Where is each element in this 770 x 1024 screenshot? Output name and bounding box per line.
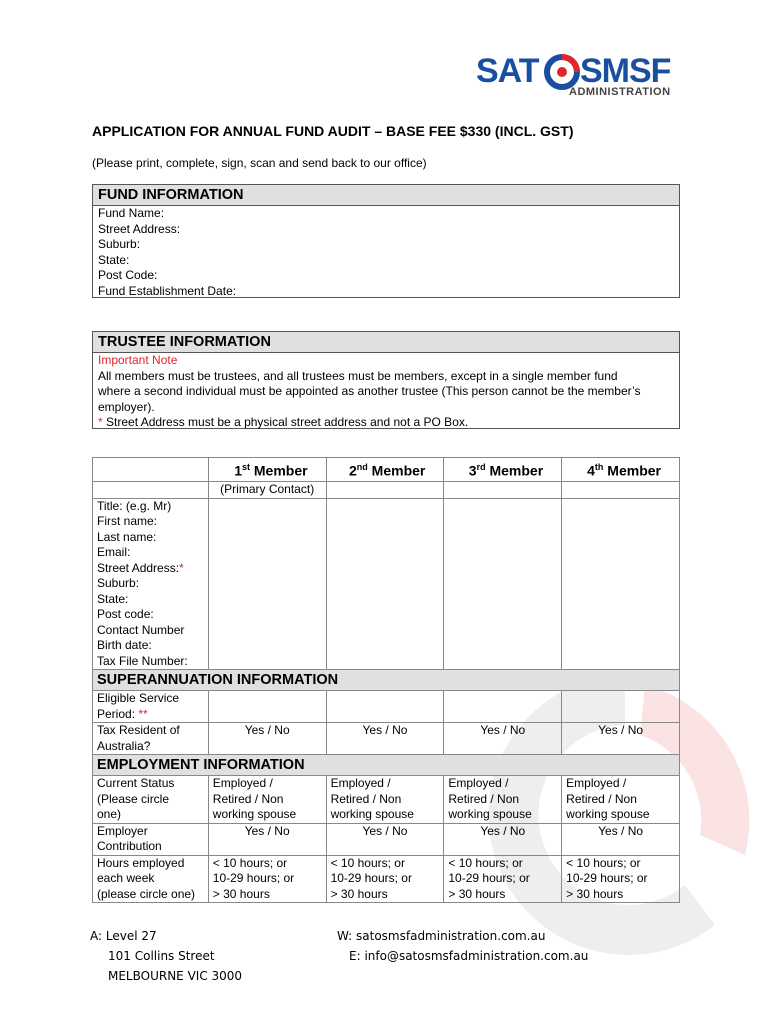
trustee-note-line: All members must be trustees, and all trustees must be members, except in a single member fund [98, 368, 618, 383]
member-2-tax-resident-option[interactable]: Yes / No [326, 723, 444, 755]
hours-employed-label: Hours employed each week (please circle one) [93, 855, 209, 903]
member-1-hours-option[interactable]: < 10 hours; or 10-29 hours; or > 30 hours [208, 855, 326, 903]
footer-address: A: Level 27 101 Collins Street MELBOURNE VIC 3000 [90, 929, 243, 983]
current-status-label: Current Status (Please circle one) [93, 776, 209, 824]
member-4-header: 4th Member [562, 458, 680, 482]
member-2-hours-option[interactable]: < 10 hours; or 10-29 hours; or > 30 hours [326, 855, 444, 903]
fund-establishment-date-field[interactable]: Fund Establishment Date: [98, 283, 237, 298]
member-1-header: 1st Member [208, 458, 326, 482]
logo-smsf-text: SMSF [580, 52, 671, 90]
eligible-service-row [93, 691, 680, 723]
member-3-header: 3rd Member [444, 458, 562, 482]
fund-information-box [92, 184, 680, 298]
member-2-employer-option[interactable]: Yes / No [326, 823, 444, 855]
member-details-row [93, 498, 680, 670]
member-4-employer-option[interactable]: Yes / No [562, 823, 680, 855]
member-1-status-option[interactable]: Employed / Retired / Non working spouse [208, 776, 326, 824]
member-3-employer-option[interactable]: Yes / No [444, 823, 562, 855]
employer-contribution-row [93, 823, 680, 855]
member-2-details-input[interactable] [326, 498, 444, 670]
street-address-note: * Street Address must be a physical street address and not a PO Box. [98, 415, 469, 429]
member-4-hours-option[interactable]: < 10 hours; or 10-29 hours; or > 30 hours [562, 855, 680, 903]
fund-heading: FUND INFORMATION [93, 185, 679, 206]
primary-contact-row [93, 482, 680, 499]
member-1-employer-option[interactable]: Yes / No [208, 823, 326, 855]
member-3-tax-resident-option[interactable]: Yes / No [444, 723, 562, 755]
eligible-service-label: Eligible Service Period: ** [93, 691, 209, 723]
member-4-eligible-input[interactable] [562, 691, 680, 723]
trustee-information-box [92, 331, 680, 429]
fund-suburb-field[interactable]: Suburb: [98, 237, 141, 251]
page-title: APPLICATION FOR ANNUAL FUND AUDIT – BASE FEE $330 (INCL. GST) [92, 123, 574, 139]
members-table [92, 457, 680, 903]
primary-contact-label: (Primary Contact) [208, 482, 326, 499]
tax-resident-row [93, 723, 680, 755]
asterisk-mark: * [98, 415, 103, 429]
important-note-label: Important Note [98, 353, 178, 367]
footer-contact [337, 926, 588, 966]
member-3-details-input[interactable] [444, 498, 562, 670]
member-2-header: 2nd Member [326, 458, 444, 482]
logo-sat-text: SAT [476, 52, 539, 90]
member-1-tax-resident-option[interactable]: Yes / No [208, 723, 326, 755]
member-2-eligible-input[interactable] [326, 691, 444, 723]
logo-tagline: ADMINISTRATION [569, 86, 671, 98]
member-1-eligible-input[interactable] [208, 691, 326, 723]
tax-resident-label: Tax Resident of Australia? [93, 723, 209, 755]
members-header-row [93, 458, 680, 482]
member-field-labels: Title: (e.g. Mr) First name: Last name: Email: Street Address:* Suburb: State: Post code: Contact Number Birth date: Tax File Number: [93, 498, 209, 670]
footer-email-link[interactable]: E: info@satosmsfadministration.com.au [349, 949, 589, 963]
current-status-row [93, 776, 680, 824]
employment-heading-row [93, 755, 680, 776]
member-3-eligible-input[interactable] [444, 691, 562, 723]
page-subtitle: (Please print, complete, sign, scan and send back to our office) [92, 156, 427, 170]
trustee-note-line: where a second individual must be appointed as another trustee (This person cannot be the member’s [98, 384, 641, 398]
superannuation-heading-row [93, 670, 680, 691]
footer-website-link[interactable]: W: satosmsfadministration.com.au [337, 929, 546, 943]
employer-contribution-label: Employer Contribution [93, 823, 209, 855]
fund-postcode-field[interactable]: Post Code: [98, 268, 158, 282]
trustee-note-line: employer). [98, 399, 155, 414]
hours-employed-row [93, 855, 680, 903]
member-4-tax-resident-option[interactable]: Yes / No [562, 723, 680, 755]
member-4-status-option[interactable]: Employed / Retired / Non working spouse [562, 776, 680, 824]
employment-heading: EMPLOYMENT INFORMATION [93, 755, 680, 776]
fund-state-field[interactable]: State: [98, 252, 130, 267]
company-logo [476, 50, 676, 102]
member-1-details-input[interactable] [208, 498, 326, 670]
superannuation-heading: SUPERANNUATION INFORMATION [93, 670, 680, 691]
member-3-hours-option[interactable]: < 10 hours; or 10-29 hours; or > 30 hours [444, 855, 562, 903]
trustee-heading: TRUSTEE INFORMATION [93, 332, 679, 353]
member-2-status-option[interactable]: Employed / Retired / Non working spouse [326, 776, 444, 824]
member-4-details-input[interactable] [562, 498, 680, 670]
fund-street-field[interactable]: Street Address: [98, 221, 181, 236]
member-3-status-option[interactable]: Employed / Retired / Non working spouse [444, 776, 562, 824]
fund-name-field[interactable]: Fund Name: [98, 206, 165, 220]
